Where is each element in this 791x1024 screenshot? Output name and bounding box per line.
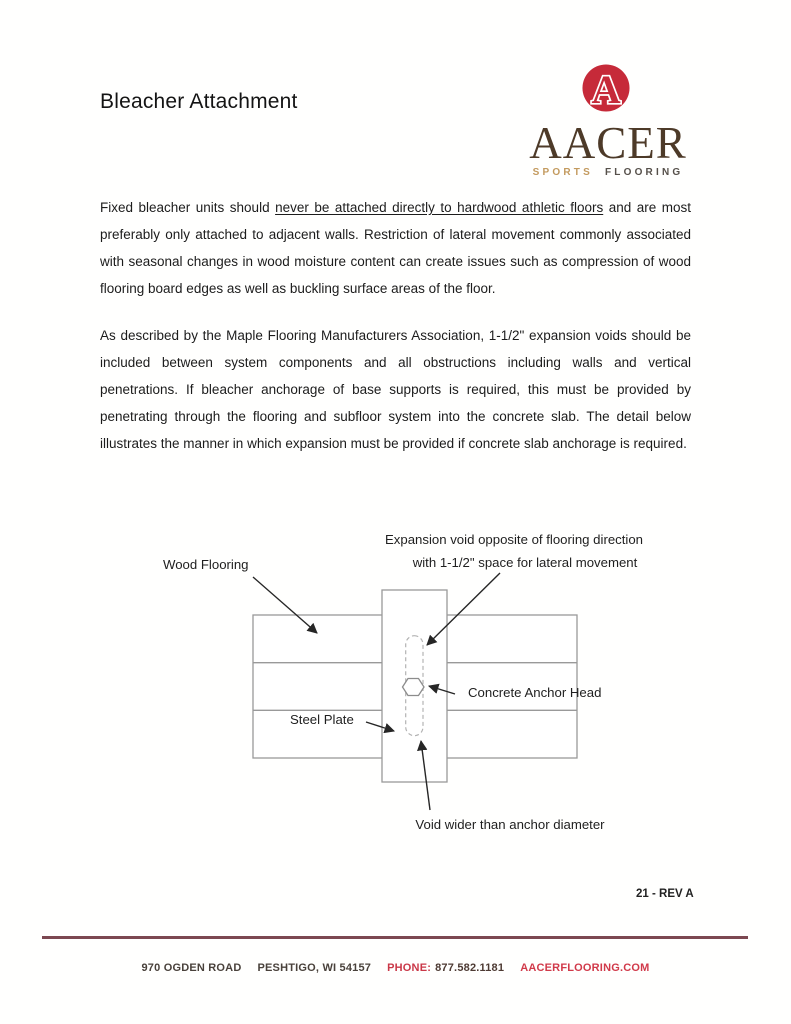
tagline-flooring: FLOORING	[604, 167, 684, 178]
label-expansion-line1: Expansion void opposite of flooring direction	[384, 532, 644, 547]
monogram-svg	[582, 64, 630, 112]
brand-wordmark: AACER	[529, 118, 687, 168]
footer-phone-label: PHONE:	[387, 962, 432, 974]
footer-phone-number: 877.582.1181	[435, 962, 505, 974]
page-title: Bleacher Attachment	[100, 90, 298, 113]
anchorage-detail-diagram	[100, 520, 700, 850]
paragraph-mfma-guidance: As described by the Maple Flooring Manufacturers Association, 1-1/2" expansion voids should be included between system components and all obstructions including walls and vertical penetrations. If bleacher anchorage of base supports is required, this must be provided by penetrating through the flooring and subfloor system into the concrete slab. The detail below illustrates the manner in which expansion must be provided if concrete slab anchorage is required.	[100, 328, 691, 451]
footer-rule	[42, 936, 748, 939]
label-steel-plate: Steel Plate	[290, 712, 354, 727]
p1-text-before: Fixed bleacher units should	[100, 200, 276, 215]
footer-phone	[387, 962, 504, 974]
footer-address: 970 OGDEN ROAD	[141, 962, 242, 974]
p1-underlined-phrase: never be attached directly to hardwood athletic floors	[275, 200, 604, 215]
anchor-head-hex	[403, 679, 425, 696]
label-void-wider: Void wider than anchor diameter	[415, 817, 605, 832]
footer-website: AACERFLOORING.COM	[520, 962, 650, 974]
page-number: 21 - REV A	[636, 888, 694, 900]
brand-tagline	[516, 167, 700, 178]
footer-contact-line	[0, 962, 791, 974]
label-wood-flooring: Wood Flooring	[163, 557, 249, 572]
monogram-letter: A	[591, 66, 621, 112]
label-expansion-line2: with 1-1/2" space for lateral movement	[412, 555, 638, 570]
tagline-sports: SPORTS	[532, 167, 593, 178]
aacer-monogram-icon	[582, 64, 630, 112]
footer-city-state-zip: PESHTIGO, WI 54157	[257, 962, 372, 974]
paragraph-bleacher-warning	[100, 194, 691, 302]
p1-text-after: and are most preferably only attached to adjacent walls. Restriction of lateral movement commonly associated with seasonal changes in wood moisture content can create issues such as compression of wood flooring board edges as well as buckling surface areas of the floor.	[100, 200, 691, 296]
label-anchor-head: Concrete Anchor Head	[468, 685, 602, 700]
